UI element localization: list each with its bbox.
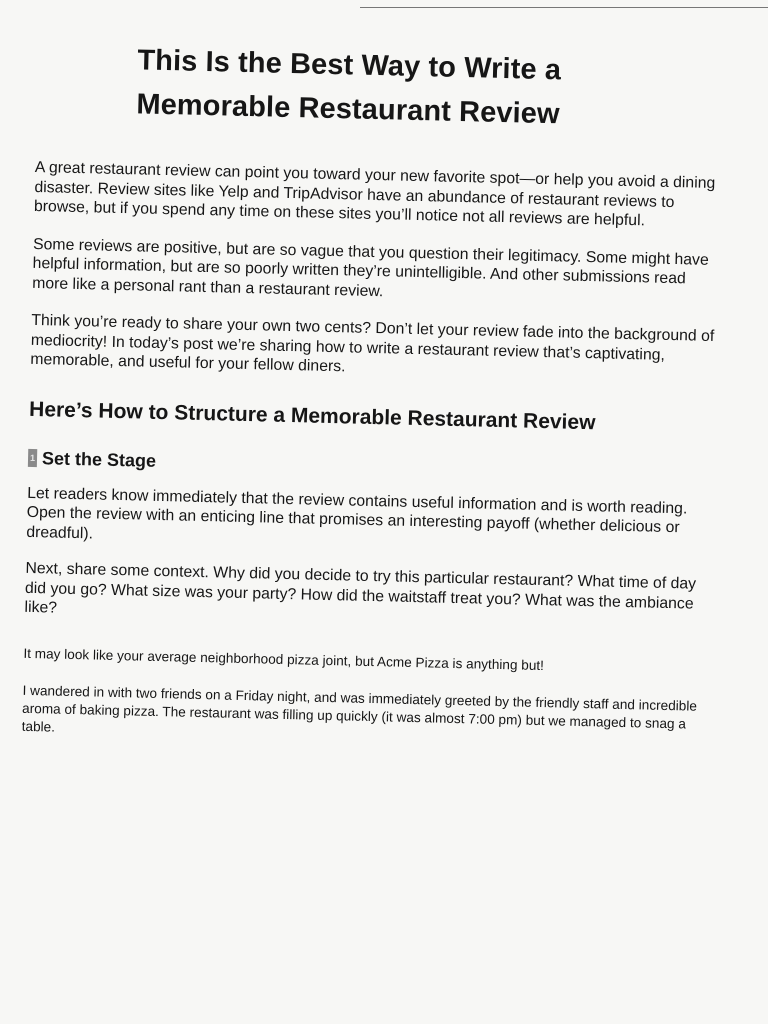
section-heading: Here’s How to Structure a Memorable Restaurant Review (28, 397, 596, 434)
step-number-badge: 1 (28, 448, 37, 466)
step-paragraph-1: Let readers know immediately that the review contains useful information and is worth reading. Open the review with an enticing line that promises an interesting payoff (whether delicious or dreadful). (26, 484, 688, 542)
step-heading-text: Set the Stage (41, 447, 157, 471)
article-title-line-1: This Is the Best Way to Write a (137, 44, 562, 87)
example-paragraph-2: I wandered in with two friends on a Friday night, and was immediately greeted by the friendly staff and incredible aroma of baking pizza. The restaurant was filling up quickly (it was almost 7:00 pm) but we managed to snag a table. (21, 682, 698, 735)
step-paragraph-2: Next, share some context. Why did you decide to try this particular restaurant? What time of day did you go? What size was your party? How did the waitstaff treat you? What was the ambiance like? (24, 559, 697, 617)
scan-artifact-line (360, 7, 768, 8)
intro-paragraph-3: Think you’re ready to share your own two cents? Don’t let your review fade into the background of mediocrity! In today’s post we’re sharing how to write a restaurant review that’s captivating, memorable, and useful for your fellow diners. (30, 311, 715, 376)
example-paragraph-1: It may look like your average neighborhood pizza joint, but Acme Pizza is anything but! (23, 645, 545, 673)
article-content (22, 36, 728, 752)
article-title-line-2: Memorable Restaurant Review (136, 88, 561, 131)
article-title (136, 38, 728, 140)
intro-paragraph-1: A great restaurant review can point you toward your new favorite spot—or help you avoid a dining disaster. Review sites like Yelp and TripAdvisor have an abundance of restaurant reviews to browse, but if you spend any time on these sites you’ll notice not all reviews are helpful. (33, 158, 716, 230)
intro-paragraph-2: Some reviews are positive, but are so vague that you question their legitimacy. Some might have helpful information, but are so poorly written they’re unintelligible. And other submissions read more like a personal rant than a restaurant review. (31, 235, 709, 300)
step-heading (28, 445, 718, 485)
